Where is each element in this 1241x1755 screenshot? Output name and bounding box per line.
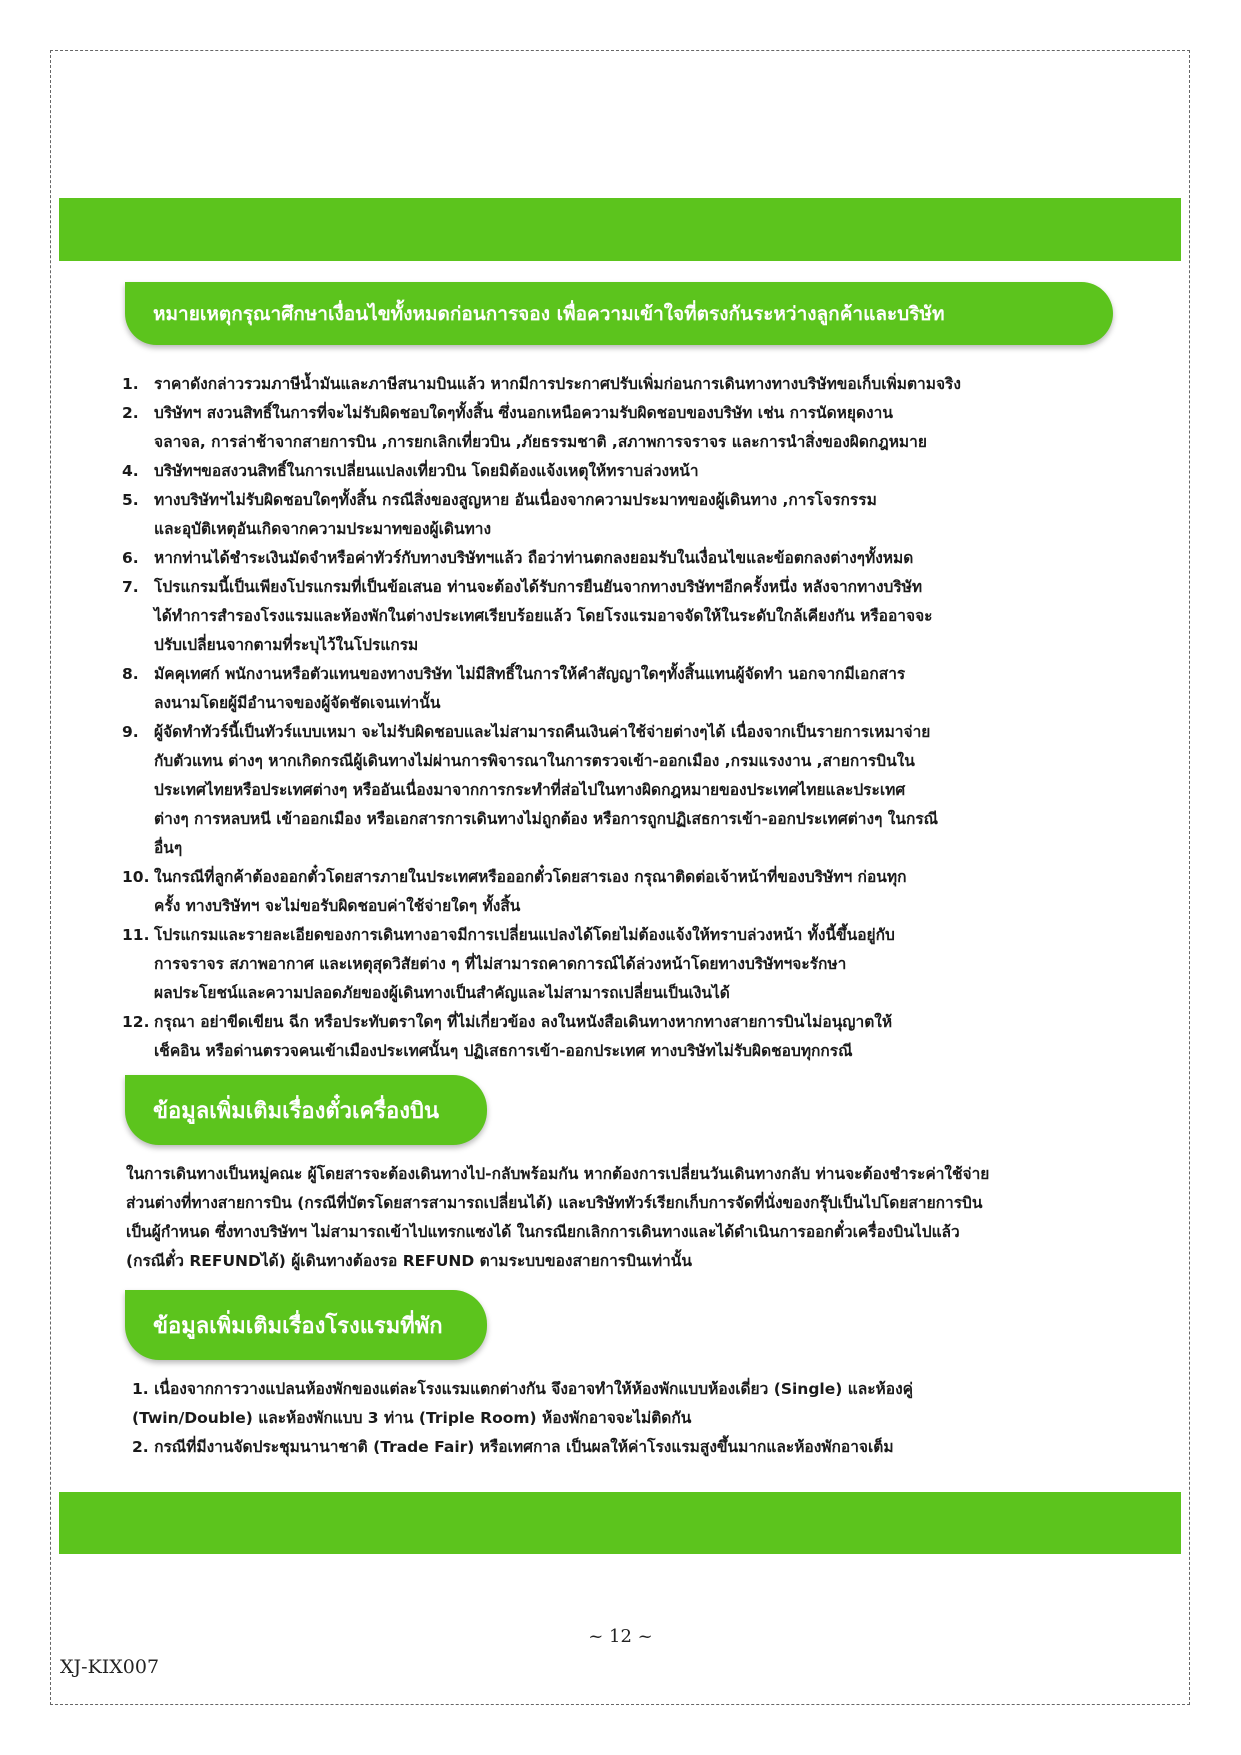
term-line: ปรับเปลี่ยนจากตามที่ระบุไว้ในโปรแกรม — [154, 636, 419, 654]
ticket-line: (กรณีตั๋ว REFUNDได้) ผู้เดินทางต้องรอ REFUND ตามระบบของสายการบินเท่านั้น — [126, 1252, 692, 1270]
term-line: ผู้จัดทำทัวร์นี้เป็นทัวร์แบบเหมา จะไม่รับผิดชอบและไม่สามารถคืนเงินค่าใช้จ่ายต่างๆได้ เนื่องจากเป็นรายการเหมาจ่าย — [154, 723, 931, 741]
header-green-band — [59, 198, 1181, 261]
term-line: ต่างๆ การหลบหนี เข้าออกเมือง หรือเอกสารการเดินทางไม่ถูกต้อง หรือการถูกปฏิเสธการเข้า-ออกประเทศต่างๆ ในกรณี — [154, 810, 939, 828]
term-line: มัคคุเทศก์ พนักงานหรือตัวแทนของทางบริษัท ไม่มีสิทธิ์ในการให้คำสัญญาใดๆทั้งสิ้นแทนผู้จัดทำ นอกจากมีเอกสาร — [154, 665, 906, 683]
hotel-line: 2. กรณีที่มีงานจัดประชุมนานาชาติ (Trade Fair) หรือเทศกาล เป็นผลให้ค่าโรงแรมสูงขึ้นมากและห้องพักอาจเต็ม — [132, 1438, 894, 1456]
term-item — [122, 486, 1122, 544]
term-line: และอุบัติเหตุอันเกิดจากความประมาทของผู้เดินทาง — [154, 520, 492, 538]
term-item — [122, 544, 1122, 573]
term-line: ลงนามโดยผู้มีอำนาจของผู้จัดชัดเจนเท่านั้น — [154, 694, 441, 712]
term-item — [122, 863, 1122, 921]
term-number: 10. — [122, 868, 150, 886]
term-number: 8. — [122, 665, 139, 683]
hotel-info-list — [132, 1375, 1132, 1462]
term-number: 2. — [122, 404, 139, 422]
footer-green-band — [59, 1492, 1181, 1554]
term-line: โปรแกรมและรายละเอียดของการเดินทางอาจมีการเปลี่ยนแปลงได้โดยไม่ต้องแจ้งให้ทราบล่วงหน้า ทั้งนี้ขึ้นอยู่กับ — [154, 926, 895, 944]
ticket-line: เป็นผู้กำหนด ซึ่งทางบริษัทฯ ไม่สามารถเข้าไปแทรกแซงได้ ในกรณียกเลิกการเดินทางและได้ดำเนินการออกตั๋วเครื่องบินไปแล้ว — [126, 1223, 960, 1241]
term-line: ทางบริษัทฯไม่รับผิดชอบใดๆทั้งสิ้น กรณีสิ่งของสูญหาย อันเนื่องจากความประมาทของผู้เดินทาง ,การโจรกรรม — [154, 491, 877, 509]
term-item — [122, 457, 1122, 486]
ticket-line: ในการเดินทางเป็นหมู่คณะ ผู้โดยสารจะต้องเดินทางไป-กลับพร้อมกัน หากต้องการเปลี่ยนวันเดินทางกลับ ท่านจะต้องชำระค่าใช้จ่าย — [126, 1165, 990, 1183]
term-line: ราคาดังกล่าวรวมภาษีน้ำมันและภาษีสนามบินแล้ว หากมีการประกาศปรับเพิ่มก่อนการเดินทางทางบริษัทขอเก็บเพิ่มตามจริง — [154, 375, 961, 393]
term-number: 11. — [122, 926, 150, 944]
term-line: กับตัวแทน ต่างๆ หากเกิดกรณีผู้เดินทางไม่ผ่านการพิจารณาในการตรวจเข้า-ออกเมือง ,กรมแรงงาน ,สายการบินใน — [154, 752, 915, 770]
notice-heading: หมายเหตุกรุณาศึกษาเงื่อนไขทั้งหมดก่อนการจอง เพื่อความเข้าใจที่ตรงกันระหว่างลูกค้าและบริษัท — [125, 282, 1113, 345]
term-line: ครั้ง ทางบริษัทฯ จะไม่ขอรับผิดชอบค่าใช้จ่ายใดๆ ทั้งสิ้น — [154, 897, 521, 915]
term-number: 9. — [122, 723, 139, 741]
term-line: บริษัทฯขอสงวนสิทธิ์ในการเปลี่ยนแปลงเที่ยวบิน โดยมิต้องแจ้งเหตุให้ทราบล่วงหน้า — [154, 462, 699, 480]
hotel-info-heading: ข้อมูลเพิ่มเติมเรื่องโรงแรมที่พัก — [125, 1290, 487, 1360]
term-line: บริษัทฯ สงวนสิทธิ์ในการที่จะไม่รับผิดชอบใดๆทั้งสิ้น ซึ่งนอกเหนือความรับผิดชอบของบริษัท เช่น การนัดหยุดงาน — [154, 404, 893, 422]
ticket-info-paragraph — [126, 1160, 1126, 1276]
term-line: ได้ทำการสำรองโรงแรมและห้องพักในต่างประเทศเรียบร้อยแล้ว โดยโรงแรมอาจจัดให้ในระดับใกล้เคียงกัน หรืออาจจะ — [154, 607, 933, 625]
term-item — [122, 660, 1122, 718]
ticket-line: ส่วนต่างที่ทางสายการบิน (กรณีที่บัตรโดยสารสามารถเปลี่ยนได้) และบริษัททัวร์เรียกเก็บการจัดที่นั่งของกรุ๊ปเป็นไปโดยสายการบิน — [126, 1194, 983, 1212]
term-line: ผลประโยชน์และความปลอดภัยของผู้เดินทางเป็นสำคัญและไม่สามารถเปลี่ยนเป็นเงินได้ — [154, 984, 730, 1002]
ticket-info-heading: ข้อมูลเพิ่มเติมเรื่องตั๋วเครื่องบิน — [125, 1075, 487, 1145]
term-line: โปรแกรมนี้เป็นเพียงโปรแกรมที่เป็นข้อเสนอ ท่านจะต้องได้รับการยืนยันจากทางบริษัทฯอีกครั้งหนึ่ง หลังจากทางบริษัท — [154, 578, 923, 596]
term-item — [122, 718, 1122, 863]
term-line: อื่นๆ — [154, 839, 183, 857]
term-item — [122, 1008, 1122, 1066]
term-item — [122, 921, 1122, 1008]
term-line: จลาจล, การล่าช้าจากสายการบิน ,การยกเลิกเที่ยวบิน ,ภัยธรรมชาติ ,สภาพการจราจร และการนำสิ่งของผิดกฎหมาย — [154, 433, 927, 451]
term-number: 1. — [122, 375, 139, 393]
term-line: เช็คอิน หรือด่านตรวจคนเข้าเมืองประเทศนั้นๆ ปฏิเสธการเข้า-ออกประเทศ ทางบริษัทไม่รับผิดชอบทุกกรณี — [154, 1042, 853, 1060]
term-number: 7. — [122, 578, 139, 596]
hotel-line: (Twin/Double) และห้องพักแบบ 3 ท่าน (Triple Room) ห้องพักอาจจะไม่ติดกัน — [132, 1409, 692, 1427]
term-line: การจราจร สภาพอากาศ และเหตุสุดวิสัยต่าง ๆ ที่ไม่สามารถคาดการณ์ได้ล่วงหน้าโดยทางบริษัทฯจะรักษา — [154, 955, 847, 973]
term-number: 12. — [122, 1013, 150, 1031]
term-number: 6. — [122, 549, 139, 567]
term-line: ประเทศไทยหรือประเทศต่างๆ หรืออันเนื่องมาจากการกระทำที่ส่อไปในทางผิดกฎหมายของประเทศไทยและประเทศ — [154, 781, 906, 799]
term-line: กรุณา อย่าขีดเขียน ฉีก หรือประทับตราใดๆ ที่ไม่เกี่ยวข้อง ลงในหนังสือเดินทางหากทางสายการบินไม่อนุญาตให้ — [154, 1013, 893, 1031]
term-line: ในกรณีที่ลูกค้าต้องออกตั๋วโดยสารภายในประเทศหรือออกตั๋วโดยสารเอง กรุณาติดต่อเจ้าหน้าที่ของบริษัทฯ ก่อนทุก — [154, 868, 907, 886]
hotel-line: 1. เนื่องจากการวางแปลนห้องพักของแต่ละโรงแรมแตกต่างกัน จึงอาจทำให้ห้องพักแบบห้องเดี่ยว (Single) และห้องคู่ — [132, 1380, 914, 1398]
document-code: XJ-KIX007 — [60, 1656, 160, 1678]
term-number: 5. — [122, 491, 139, 509]
term-item — [122, 573, 1122, 660]
term-line: หากท่านได้ชำระเงินมัดจำหรือค่าทัวร์กับทางบริษัทฯแล้ว ถือว่าท่านตกลงยอมรับในเงื่อนไขและข้อตกลงต่างๆทั้งหมด — [154, 549, 914, 567]
term-number: 4. — [122, 462, 139, 480]
term-item — [122, 399, 1122, 457]
page-number: ~ 12 ~ — [588, 1626, 653, 1647]
terms-list — [122, 370, 1122, 1066]
term-item — [122, 370, 1122, 399]
